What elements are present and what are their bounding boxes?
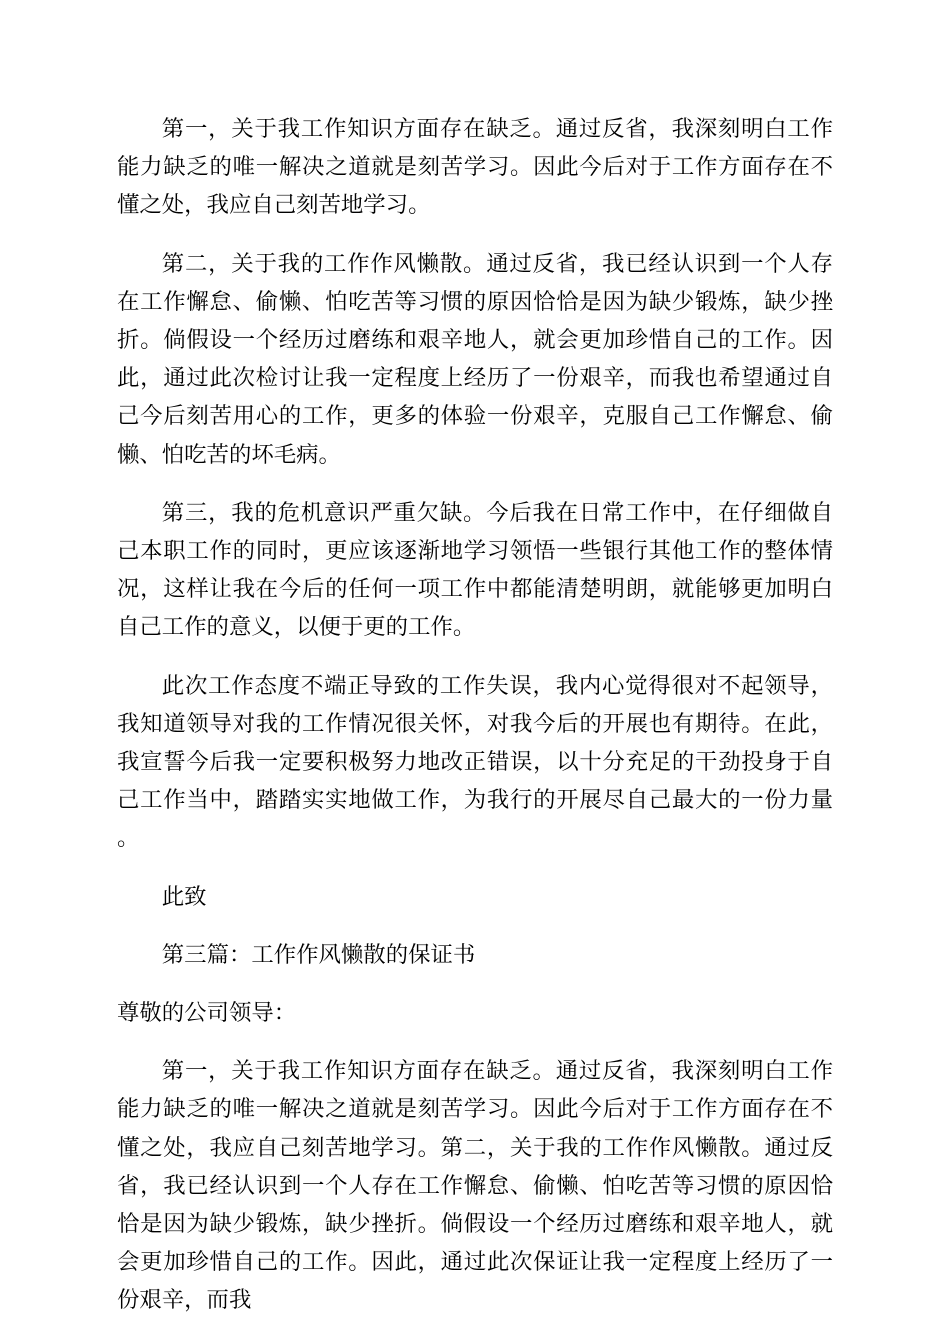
closing-line: 此致 xyxy=(161,883,207,910)
section-title: 第三篇：工作作风懒散的保证书 xyxy=(161,941,476,968)
paragraph-third-point: 第三，我的危机意识严重欠缺。今后我在日常工作中，在仔细做自己本职工作的同时，更应该逐渐地学习领悟一些银行其他工作的整体情况，这样让我在今后的任何一项工作中都能清楚明朗，就能够更加明白自己工作的意义，以便于更的工作。 xyxy=(117,499,833,641)
document-page xyxy=(117,110,833,1340)
paragraph-pledge: 此次工作态度不端正导致的工作失误，我内心觉得很对不起领导，我知道领导对我的工作情况很关怀，对我今后的开展也有期待。在此，我宣誓今后我一定要积极努力地改正错误，以十分充足的干劲投身于自己工作当中，踏踏实实地做工作，为我行的开展尽自己最大的一份力量。 xyxy=(117,672,833,852)
paragraph-final: 第一，关于我工作知识方面存在缺乏。通过反省，我深刻明白工作能力缺乏的唯一解决之道就是刻苦学习。因此今后对于工作方面存在不懂之处，我应自己刻苦地学习。第二，关于我的工作作风懒散。通过反省，我已经认识到一个人存在工作懈怠、偷懒、怕吃苦等习惯的原因恰恰是因为缺少锻炼，缺少挫折。倘假设一个经历过磨练和艰辛地人，就会更加珍惜自己的工作。因此，通过此次保证让我一定程度上经历了一份艰辛，而我 xyxy=(117,1058,833,1314)
paragraph-second-point: 第二，关于我的工作作风懒散。通过反省，我已经认识到一个人存在工作懈怠、偷懒、怕吃苦等习惯的原因恰恰是因为缺少锻炼，缺少挫折。倘假设一个经历过磨练和艰辛地人，就会更加珍惜自己的工作。因此，通过此次检讨让我一定程度上经历了一份艰辛，而我也希望通过自己今后刻苦用心的工作，更多的体验一份艰辛，克服自己工作懈怠、偷懒、怕吃苦的坏毛病。 xyxy=(117,250,833,468)
paragraph-first-point: 第一，关于我工作知识方面存在缺乏。通过反省，我深刻明白工作能力缺乏的唯一解决之道就是刻苦学习。因此今后对于工作方面存在不懂之处，我应自己刻苦地学习。 xyxy=(117,116,833,219)
salutation: 尊敬的公司领导： xyxy=(117,1000,297,1027)
